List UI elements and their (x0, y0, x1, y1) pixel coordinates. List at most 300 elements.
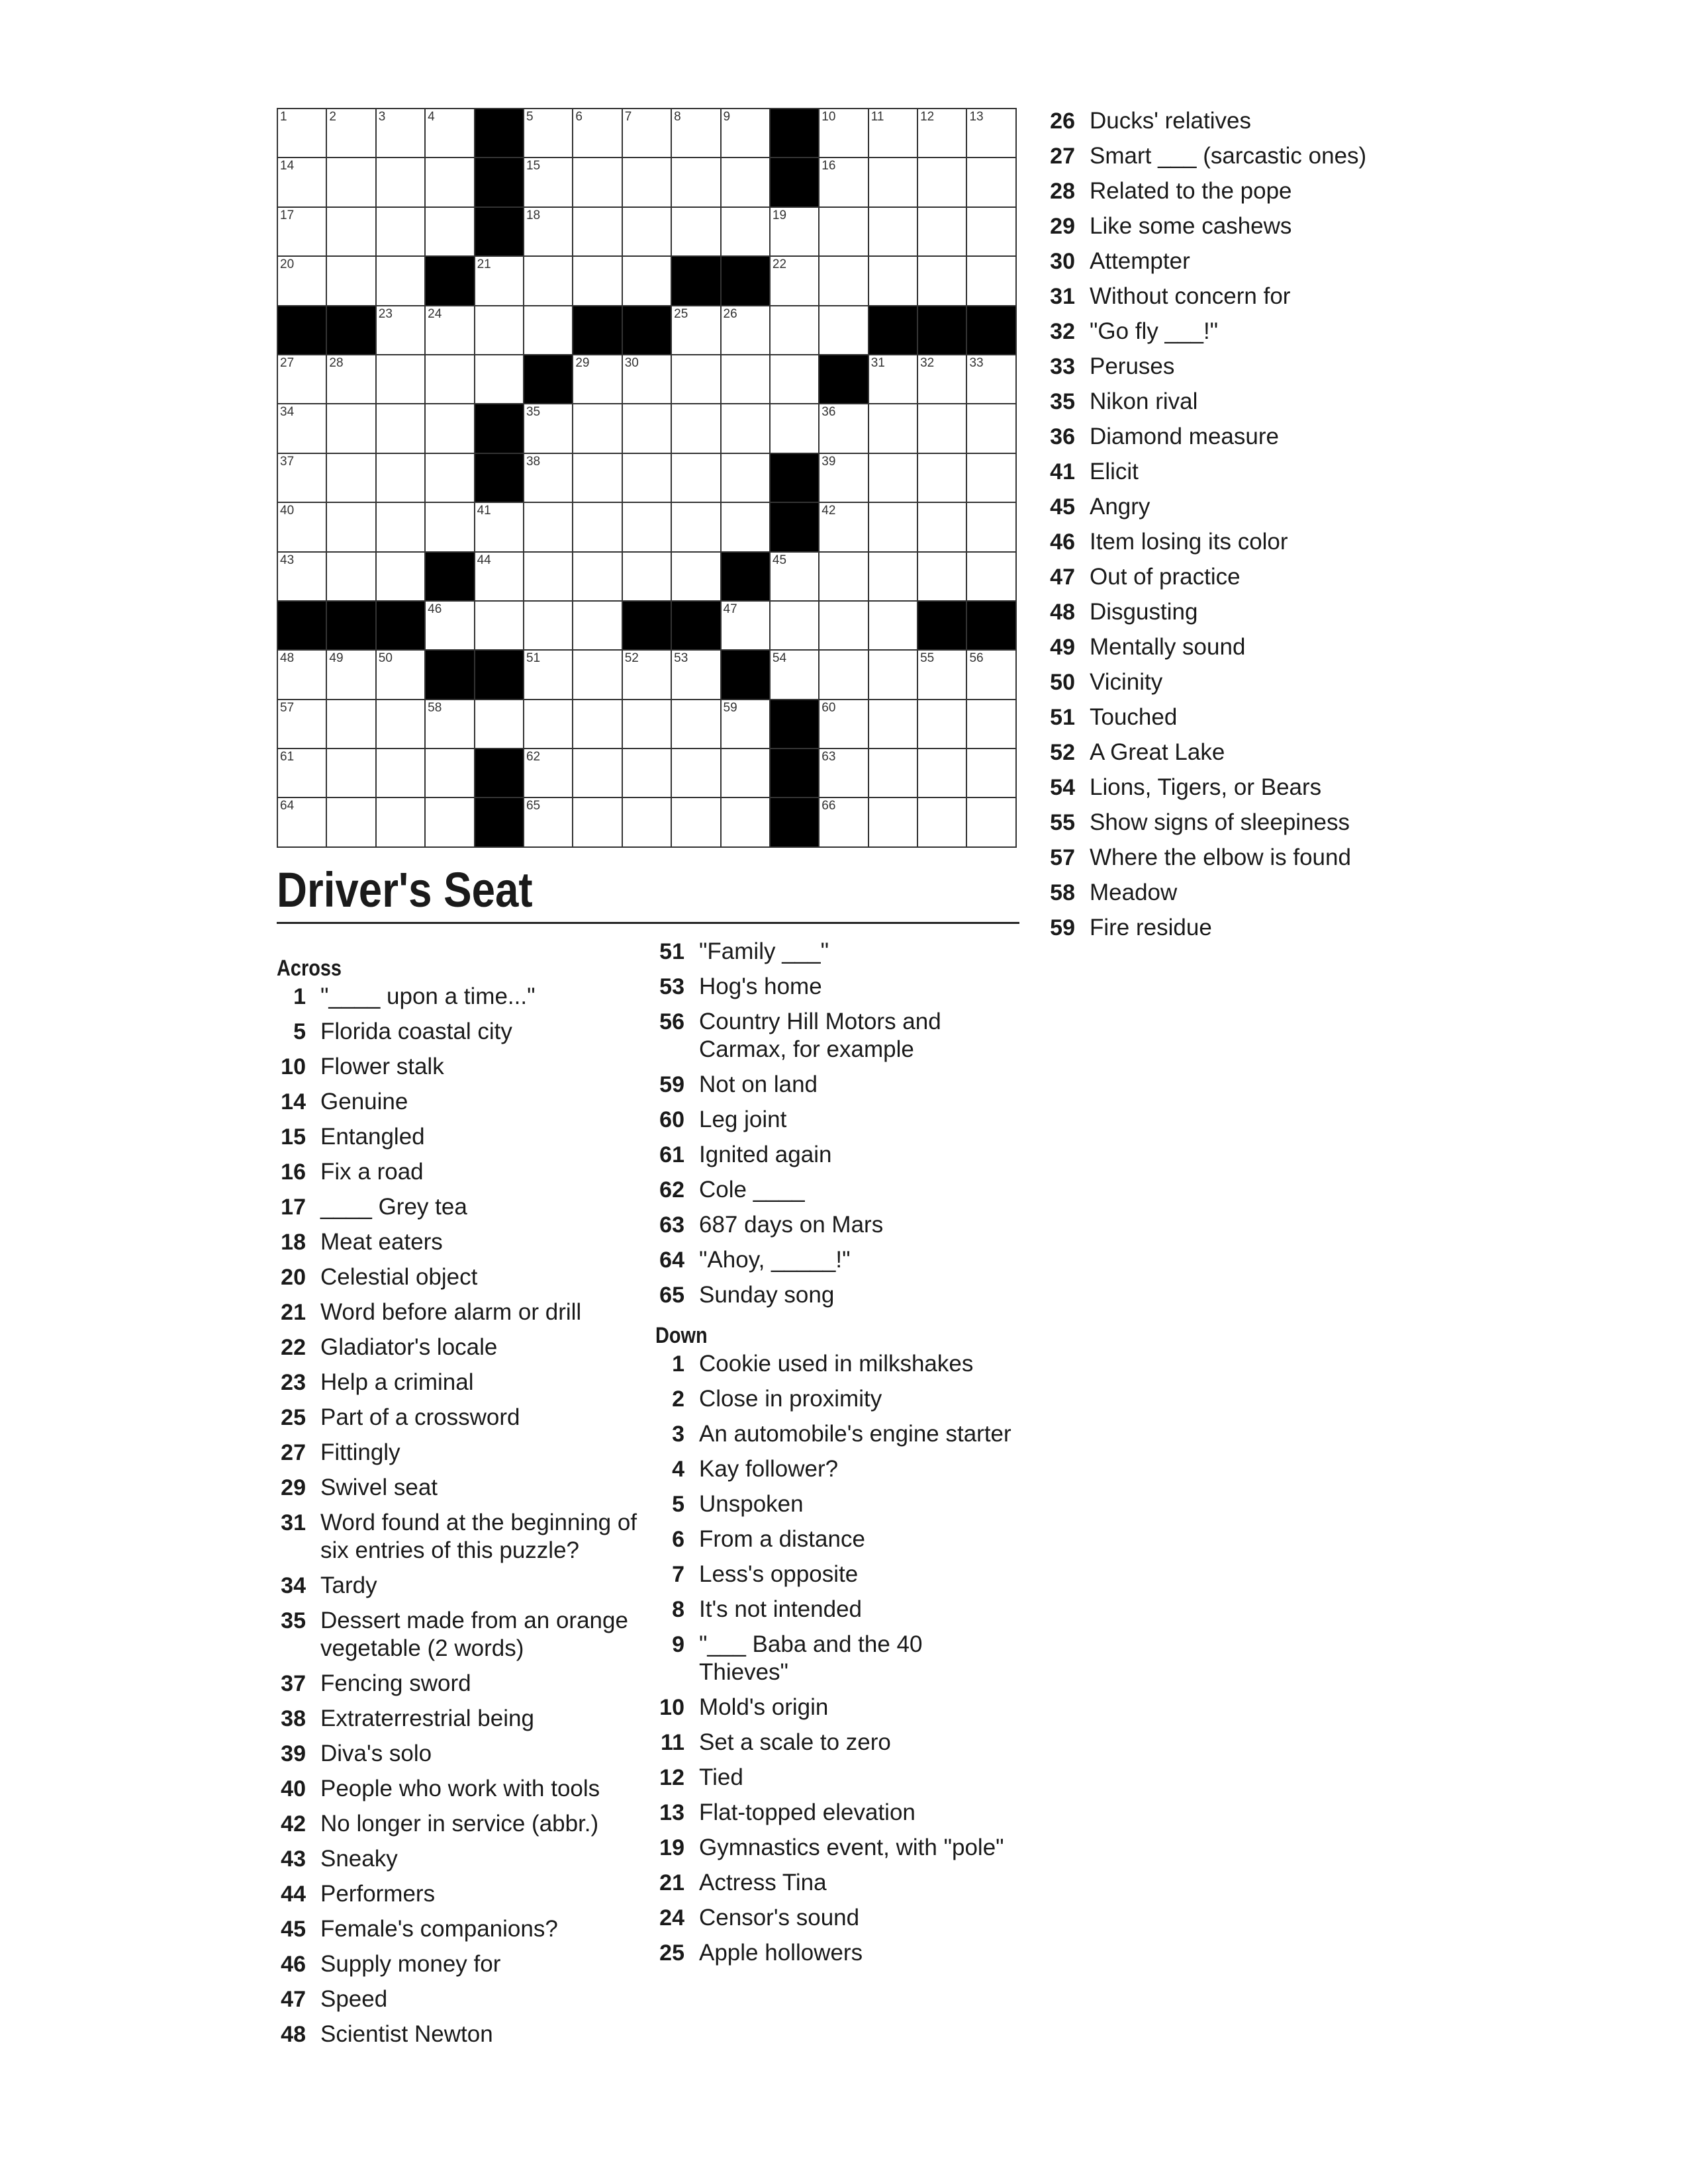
grid-cell[interactable] (720, 403, 769, 452)
grid-cell[interactable] (523, 206, 572, 255)
cell-number: 17 (280, 208, 295, 222)
grid-cell[interactable] (474, 305, 523, 354)
grid-cell[interactable] (622, 157, 671, 206)
grid-cell[interactable] (277, 157, 326, 206)
clue-text: Kay follower? (699, 1456, 839, 1482)
down-clue (1046, 668, 1443, 696)
grid-cell[interactable] (917, 453, 966, 502)
grid-cell[interactable] (671, 354, 720, 403)
clue-number: 53 (659, 974, 684, 999)
grid-cell[interactable] (474, 699, 523, 748)
clue-text: No longer in service (abbr.) (320, 1811, 599, 1837)
down-clue (655, 1799, 1013, 1827)
grid-cell[interactable] (523, 108, 572, 157)
clue-number: 38 (281, 1706, 306, 1731)
grid-cell[interactable] (966, 502, 1015, 551)
clue-number: 48 (281, 2022, 306, 2047)
grid-cell[interactable] (671, 305, 720, 354)
clue-number: 29 (281, 1475, 306, 1500)
block-cell (671, 600, 720, 649)
grid-cell[interactable] (868, 551, 917, 600)
block-cell (326, 600, 375, 649)
grid-cell[interactable] (966, 108, 1015, 157)
grid-cell[interactable] (818, 108, 867, 157)
grid-cell[interactable] (720, 748, 769, 797)
cell-number: 26 (723, 306, 737, 321)
grid-cell[interactable] (277, 453, 326, 502)
grid-cell[interactable] (917, 255, 966, 304)
clue-text: Without concern for (1090, 283, 1291, 309)
block-cell (769, 502, 818, 551)
grid-cell[interactable] (818, 255, 867, 304)
clue-text: ____ Grey tea (320, 1194, 467, 1220)
grid-cell[interactable] (868, 403, 917, 452)
grid-cell[interactable] (474, 502, 523, 551)
grid-cell[interactable] (424, 354, 473, 403)
grid-cell[interactable] (277, 108, 326, 157)
block-cell (966, 600, 1015, 649)
grid-cell[interactable] (917, 551, 966, 600)
grid-cell[interactable] (523, 797, 572, 846)
cell-number: 42 (821, 504, 836, 518)
grid-cell[interactable] (818, 649, 867, 698)
grid-cell[interactable] (424, 699, 473, 748)
down-clue (655, 1834, 1013, 1862)
clue-number: 30 (1050, 249, 1075, 274)
grid-cell[interactable] (671, 551, 720, 600)
grid-cell[interactable] (868, 748, 917, 797)
grid-cell[interactable] (523, 157, 572, 206)
clue-text: Supply money for (320, 1951, 501, 1977)
down-clue (1046, 318, 1443, 345)
cell-number: 20 (280, 257, 295, 272)
grid-cell[interactable] (966, 748, 1015, 797)
grid-cell[interactable] (523, 649, 572, 698)
block-cell (474, 157, 523, 206)
clue-number: 39 (281, 1741, 306, 1766)
clue-number: 49 (1050, 635, 1075, 660)
clue-number: 51 (1050, 705, 1075, 730)
clue-text: Censor's sound (699, 1905, 860, 1931)
clue-number: 20 (281, 1265, 306, 1290)
grid-cell[interactable] (868, 699, 917, 748)
grid-cell[interactable] (326, 206, 375, 255)
puzzle-title: Driver's Seat (277, 862, 533, 917)
grid-cell[interactable] (868, 649, 917, 698)
clue-text: Close in proximity (699, 1386, 882, 1412)
grid-cell[interactable] (572, 206, 621, 255)
grid-cell[interactable] (720, 699, 769, 748)
grid-cell[interactable] (966, 403, 1015, 452)
grid-cell[interactable] (622, 403, 671, 452)
grid-cell[interactable] (769, 600, 818, 649)
grid-cell[interactable] (424, 403, 473, 452)
cell-number: 45 (772, 553, 787, 567)
cell-number: 35 (526, 405, 541, 420)
clue-text: Word before alarm or drill (320, 1299, 582, 1325)
grid-cell[interactable] (818, 699, 867, 748)
grid-cell[interactable] (917, 699, 966, 748)
grid-cell[interactable] (671, 649, 720, 698)
clue-number: 42 (281, 1811, 306, 1837)
grid-cell[interactable] (572, 403, 621, 452)
block-cell (474, 748, 523, 797)
grid-cell[interactable] (671, 108, 720, 157)
grid-cell[interactable] (622, 797, 671, 846)
clue-number: 43 (281, 1846, 306, 1872)
grid-cell[interactable] (424, 502, 473, 551)
grid-cell[interactable] (671, 403, 720, 452)
clue-text: Lions, Tigers, or Bears (1090, 774, 1322, 800)
grid-cell[interactable] (818, 600, 867, 649)
grid-cell[interactable] (326, 699, 375, 748)
grid-cell[interactable] (671, 699, 720, 748)
grid-cell[interactable] (917, 797, 966, 846)
grid-cell[interactable] (818, 157, 867, 206)
grid-cell[interactable] (572, 797, 621, 846)
grid-cell[interactable] (375, 649, 424, 698)
grid-cell[interactable] (523, 748, 572, 797)
clue-text: Swivel seat (320, 1475, 438, 1500)
cell-number: 38 (526, 454, 541, 469)
grid-cell[interactable] (720, 354, 769, 403)
grid-cell[interactable] (424, 600, 473, 649)
grid-cell[interactable] (326, 108, 375, 157)
grid-cell[interactable] (622, 453, 671, 502)
grid-cell[interactable] (277, 255, 326, 304)
clue-text: Gymnastics event, with "pole" (699, 1835, 1004, 1860)
grid-cell[interactable] (424, 453, 473, 502)
grid-cell[interactable] (917, 157, 966, 206)
clue-number: 8 (672, 1597, 684, 1622)
grid-cell[interactable] (818, 403, 867, 452)
grid-cell[interactable] (917, 748, 966, 797)
grid-cell[interactable] (622, 354, 671, 403)
cell-number: 50 (378, 651, 393, 666)
grid-cell[interactable] (375, 354, 424, 403)
clue-text: Ducks' relatives (1090, 108, 1251, 134)
grid-cell[interactable] (671, 453, 720, 502)
grid-cell[interactable] (622, 699, 671, 748)
clue-text: Not on land (699, 1071, 818, 1097)
grid-cell[interactable] (326, 502, 375, 551)
across-clue (277, 1404, 647, 1432)
grid-cell[interactable] (375, 748, 424, 797)
block-cell (769, 797, 818, 846)
grid-cell[interactable] (868, 453, 917, 502)
crossword-grid (277, 108, 1017, 848)
grid-cell[interactable] (277, 699, 326, 748)
cell-number: 59 (723, 700, 737, 715)
clue-number: 52 (1050, 740, 1075, 765)
grid-cell[interactable] (523, 600, 572, 649)
cell-number: 8 (674, 110, 681, 124)
grid-cell[interactable] (868, 255, 917, 304)
grid-cell[interactable] (277, 748, 326, 797)
grid-cell[interactable] (671, 502, 720, 551)
clue-text: Less's opposite (699, 1561, 859, 1587)
grid-cell[interactable] (326, 649, 375, 698)
grid-cell[interactable] (326, 403, 375, 452)
grid-cell[interactable] (769, 305, 818, 354)
grid-cell[interactable] (966, 354, 1015, 403)
grid-cell[interactable] (818, 551, 867, 600)
grid-cell[interactable] (326, 354, 375, 403)
grid-cell[interactable] (572, 748, 621, 797)
clue-text: Disgusting (1090, 599, 1198, 625)
grid-cell[interactable] (818, 797, 867, 846)
grid-cell[interactable] (326, 551, 375, 600)
across-clue (277, 983, 647, 1011)
clue-number: 27 (1050, 144, 1075, 169)
grid-cell[interactable] (966, 206, 1015, 255)
block-cell (572, 305, 621, 354)
grid-cell[interactable] (868, 797, 917, 846)
grid-cell[interactable] (375, 699, 424, 748)
grid-cell[interactable] (917, 502, 966, 551)
grid-cell[interactable] (424, 748, 473, 797)
grid-cell[interactable] (523, 502, 572, 551)
grid-cell[interactable] (375, 403, 424, 452)
grid-cell[interactable] (572, 551, 621, 600)
across-clue (655, 1211, 1013, 1239)
clue-text: Fencing sword (320, 1670, 471, 1696)
grid-cell[interactable] (277, 797, 326, 846)
clue-text: Meadow (1090, 880, 1178, 905)
grid-cell[interactable] (375, 797, 424, 846)
grid-cell[interactable] (818, 305, 867, 354)
grid-cell[interactable] (375, 502, 424, 551)
grid-cell[interactable] (474, 354, 523, 403)
grid-cell[interactable] (966, 255, 1015, 304)
grid-cell[interactable] (671, 748, 720, 797)
cell-number: 55 (920, 651, 935, 666)
clue-text: Female's companions? (320, 1916, 558, 1942)
grid-cell[interactable] (277, 354, 326, 403)
across-clue (655, 1008, 1013, 1064)
grid-cell[interactable] (572, 255, 621, 304)
clue-number: 54 (1050, 775, 1075, 800)
across-clue (277, 1670, 647, 1698)
grid-cell[interactable] (966, 649, 1015, 698)
down-clue (655, 1904, 1013, 1932)
grid-cell[interactable] (720, 600, 769, 649)
block-cell (622, 305, 671, 354)
across-clue (655, 1246, 1013, 1274)
grid-cell[interactable] (572, 354, 621, 403)
grid-cell[interactable] (622, 551, 671, 600)
clue-number: 25 (659, 1940, 684, 1966)
grid-cell[interactable] (818, 748, 867, 797)
down-clue (655, 1350, 1013, 1378)
grid-cell[interactable] (326, 748, 375, 797)
grid-cell[interactable] (671, 157, 720, 206)
grid-cell[interactable] (375, 157, 424, 206)
clue-number: 58 (1050, 880, 1075, 905)
grid-cell[interactable] (375, 551, 424, 600)
down-clue (1046, 142, 1443, 170)
grid-cell[interactable] (277, 502, 326, 551)
grid-cell[interactable] (326, 157, 375, 206)
grid-cell[interactable] (720, 797, 769, 846)
clue-number: 27 (281, 1440, 306, 1465)
down-clue (1046, 774, 1443, 801)
clue-number: 35 (281, 1608, 306, 1633)
grid-cell[interactable] (622, 206, 671, 255)
grid-cell[interactable] (523, 699, 572, 748)
grid-cell[interactable] (523, 255, 572, 304)
clue-number: 6 (672, 1527, 684, 1552)
grid-cell[interactable] (966, 551, 1015, 600)
grid-cell[interactable] (917, 403, 966, 452)
grid-cell[interactable] (671, 797, 720, 846)
across-clue (277, 1158, 647, 1186)
grid-cell[interactable] (375, 255, 424, 304)
grid-cell[interactable] (424, 305, 473, 354)
grid-cell[interactable] (277, 206, 326, 255)
down-clue (655, 1385, 1013, 1413)
grid-cell[interactable] (424, 157, 473, 206)
clue-number: 24 (659, 1905, 684, 1931)
grid-cell[interactable] (572, 502, 621, 551)
grid-cell[interactable] (769, 649, 818, 698)
grid-cell[interactable] (375, 108, 424, 157)
across-clue (655, 1281, 1013, 1309)
grid-cell[interactable] (818, 453, 867, 502)
block-cell (474, 649, 523, 698)
block-cell (818, 354, 867, 403)
grid-cell[interactable] (523, 403, 572, 452)
across-clue (277, 1439, 647, 1467)
clue-text: Tied (699, 1764, 743, 1790)
grid-cell[interactable] (622, 502, 671, 551)
clue-number: 22 (281, 1335, 306, 1360)
grid-cell[interactable] (572, 157, 621, 206)
grid-cell[interactable] (523, 305, 572, 354)
clue-text: Like some cashews (1090, 213, 1292, 239)
down-clue (655, 1631, 1013, 1686)
down-clue (1046, 739, 1443, 766)
block-cell (769, 108, 818, 157)
cell-number: 3 (378, 110, 386, 124)
clue-number: 44 (281, 1882, 306, 1907)
grid-cell[interactable] (622, 255, 671, 304)
grid-cell[interactable] (868, 206, 917, 255)
across-clue (277, 1509, 647, 1565)
clue-number: 4 (672, 1457, 684, 1482)
grid-cell[interactable] (720, 305, 769, 354)
grid-cell[interactable] (572, 108, 621, 157)
clue-text: Sunday song (699, 1282, 835, 1308)
grid-cell[interactable] (572, 649, 621, 698)
grid-cell[interactable] (769, 403, 818, 452)
grid-cell[interactable] (277, 403, 326, 452)
grid-cell[interactable] (966, 157, 1015, 206)
grid-cell[interactable] (326, 255, 375, 304)
grid-cell[interactable] (868, 354, 917, 403)
block-cell (868, 305, 917, 354)
grid-cell[interactable] (917, 354, 966, 403)
grid-cell[interactable] (671, 206, 720, 255)
grid-cell[interactable] (966, 797, 1015, 846)
cell-number: 23 (378, 306, 393, 321)
clue-number: 16 (281, 1160, 306, 1185)
grid-cell[interactable] (523, 453, 572, 502)
grid-cell[interactable] (572, 699, 621, 748)
cell-number: 24 (428, 306, 442, 321)
grid-cell[interactable] (375, 206, 424, 255)
clue-text: Angry (1090, 494, 1150, 520)
grid-cell[interactable] (474, 255, 523, 304)
across-clue (277, 1474, 647, 1502)
grid-cell[interactable] (375, 305, 424, 354)
grid-cell[interactable] (720, 206, 769, 255)
grid-cell[interactable] (474, 551, 523, 600)
grid-cell[interactable] (572, 453, 621, 502)
grid-cell[interactable] (769, 255, 818, 304)
across-clue (277, 1880, 647, 1908)
grid-cell[interactable] (424, 797, 473, 846)
grid-cell[interactable] (326, 453, 375, 502)
grid-cell[interactable] (868, 157, 917, 206)
grid-cell[interactable] (769, 551, 818, 600)
grid-cell[interactable] (424, 108, 473, 157)
block-cell (769, 699, 818, 748)
grid-cell[interactable] (277, 551, 326, 600)
clue-text: Fire residue (1090, 915, 1212, 940)
grid-cell[interactable] (622, 108, 671, 157)
grid-cell[interactable] (720, 453, 769, 502)
grid-cell[interactable] (572, 600, 621, 649)
grid-cell[interactable] (326, 797, 375, 846)
grid-cell[interactable] (868, 502, 917, 551)
grid-cell[interactable] (917, 206, 966, 255)
grid-cell[interactable] (622, 748, 671, 797)
block-cell (966, 305, 1015, 354)
cell-number: 62 (526, 750, 541, 764)
grid-cell[interactable] (424, 206, 473, 255)
grid-cell[interactable] (720, 502, 769, 551)
clue-number: 56 (659, 1009, 684, 1034)
grid-cell[interactable] (769, 354, 818, 403)
grid-cell[interactable] (375, 453, 424, 502)
grid-cell[interactable] (966, 699, 1015, 748)
block-cell (424, 255, 473, 304)
clue-text: "Ahoy, _____!" (699, 1247, 851, 1273)
cell-number: 16 (821, 159, 836, 173)
grid-cell[interactable] (720, 157, 769, 206)
grid-cell[interactable] (917, 649, 966, 698)
grid-cell[interactable] (277, 649, 326, 698)
grid-cell[interactable] (720, 108, 769, 157)
grid-cell[interactable] (818, 206, 867, 255)
down-clue-list-continued (1046, 107, 1443, 942)
block-cell (769, 748, 818, 797)
grid-cell[interactable] (622, 649, 671, 698)
grid-cell[interactable] (769, 206, 818, 255)
grid-cell[interactable] (523, 551, 572, 600)
grid-cell[interactable] (868, 108, 917, 157)
clue-text: Part of a crossword (320, 1404, 520, 1430)
block-cell (917, 305, 966, 354)
grid-cell[interactable] (474, 600, 523, 649)
down-clue (1046, 107, 1443, 135)
grid-cell[interactable] (818, 502, 867, 551)
down-clue (655, 1561, 1013, 1588)
grid-cell[interactable] (966, 453, 1015, 502)
grid-cell[interactable] (917, 108, 966, 157)
grid-cell[interactable] (868, 600, 917, 649)
